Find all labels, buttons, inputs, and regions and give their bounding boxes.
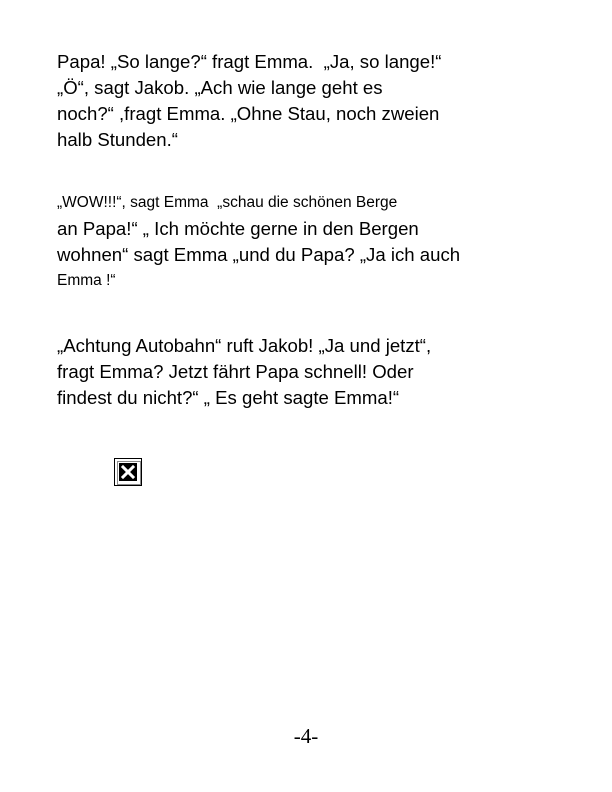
text-line: noch?“ ,fragt Emma. „Ohne Stau, noch zweien xyxy=(57,103,440,124)
text-line: „Ö“, sagt Jakob. „Ach wie lange geht es xyxy=(57,77,383,98)
text-line: an Papa!“ „ Ich möchte gerne in den Bergen xyxy=(57,218,419,239)
page-number: -4- xyxy=(293,724,319,748)
text-line: wohnen“ sagt Emma „und du Papa? „Ja ich auch xyxy=(57,244,461,265)
close-x-icon xyxy=(119,463,137,481)
text-line: Emma !“ xyxy=(57,272,116,289)
text-line: „Achtung Autobahn“ ruft Jakob! „Ja und jetzt“, xyxy=(57,335,432,356)
text-line: Papa! „So lange?“ fragt Emma. „Ja, so lange!“ xyxy=(57,51,442,72)
paragraph-3 xyxy=(57,333,557,411)
text-line: fragt Emma? Jetzt fährt Papa schnell! Oder xyxy=(57,361,414,382)
text-line: „WOW!!!“, sagt Emma „schau die schönen Berge xyxy=(57,194,398,211)
text-line: halb Stunden.“ xyxy=(57,129,178,150)
paragraph-1 xyxy=(57,49,557,153)
paragraph-2 xyxy=(57,190,557,294)
text-line: findest du nicht?“ „ Es geht sagte Emma!“ xyxy=(57,387,400,408)
broken-image-icon xyxy=(114,458,142,486)
